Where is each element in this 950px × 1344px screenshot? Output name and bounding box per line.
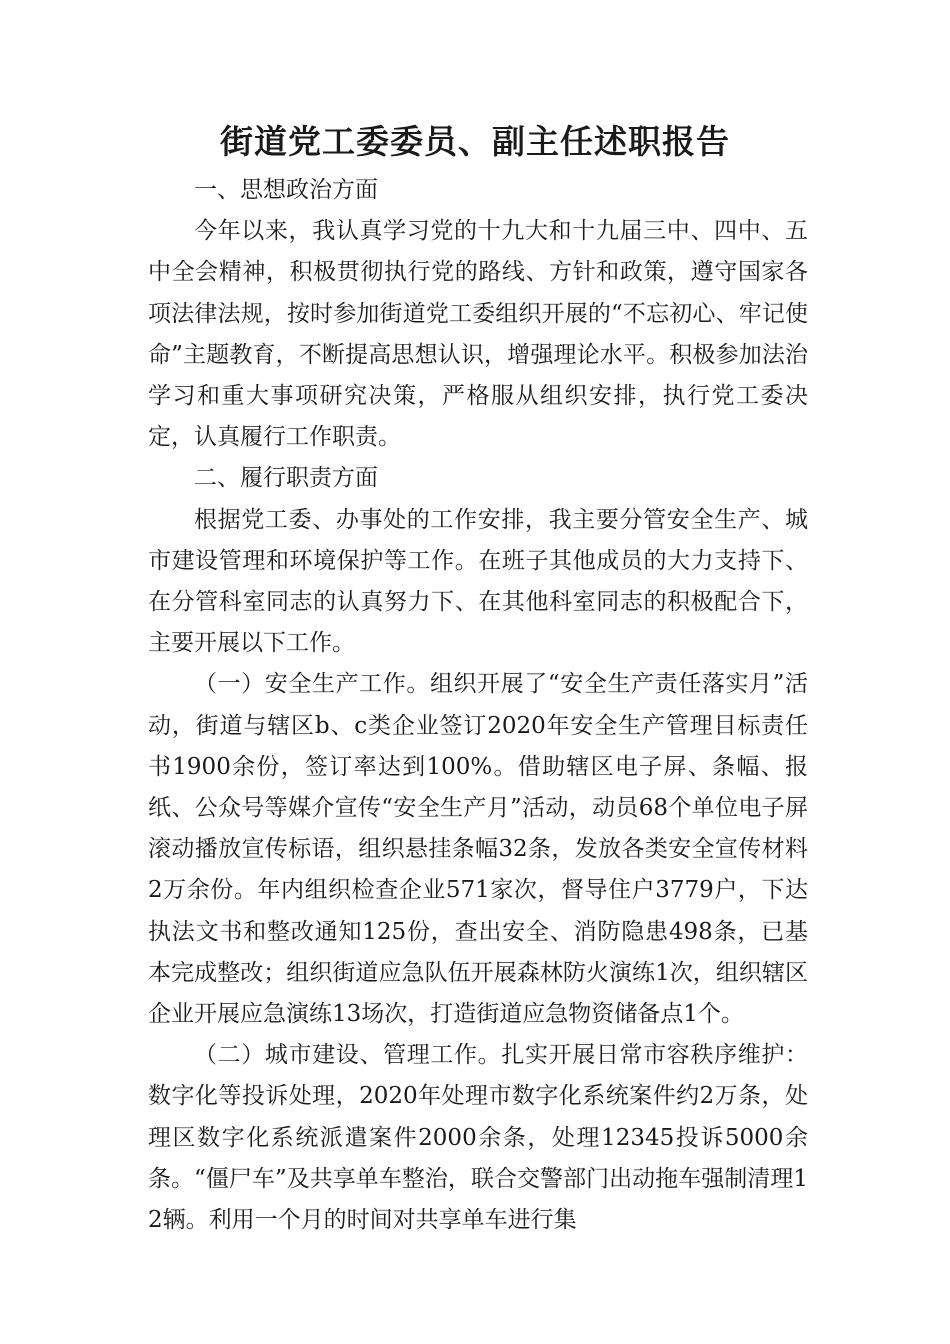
body-paragraph: （一）安全生产工作。组织开展了“安全生产责任落实月”活动，街道与辖区b、c类企业签订2020年安全生产管理目标责任书1900余份，签订率达到100%。借助辖区电子屏、条幅、报纸、公众号等媒介宣传“安全生产月”活动，动员68个单位电子屏滚动播放宣传标语，组织悬挂条幅32条，发放各类安全宣传材料2万余份。年内组织检查企业571家次，督导住户3779户，下达执法文书和整改通知125份，查出安全、消防隐患498条，已基本完成整改；组织街道应急队伍开展森林防火演练1次，组织辖区企业开展应急演练13场次，打造街道应急物资储备点1个。 xyxy=(148,671,808,1028)
body-paragraph: 根据党工委、办事处的工作安排，我主要分管安全生产、城市建设管理和环境保护等工作。在班子其他成员的大力支持下、在分管科室同志的认真努力下、在其他科室同志的积极配合下，主要开展以下工作。 xyxy=(148,506,808,657)
document-title: 街道党工委委员、副主任述职报告 xyxy=(220,122,730,161)
body-paragraph: （二）城市建设、管理工作。扎实开展日常市容秩序维护：数字化等投诉处理，2020年处理市数字化系统案件约2万条，处理区数字化系统派遣案件2000余条，处理12345投诉5000余条。“僵尸车”及共享单车整治，联合交警部门出动拖车强制清理12辆。利用一个月的时间对共享单车进行集 xyxy=(148,1042,808,1234)
body-paragraph: 今年以来，我认真学习党的十九大和十九届三中、四中、五中全会精神，积极贯彻执行党的路线、方针和政策，遵守国家各项法律法规，按时参加街道党工委组织开展的“不忘初心、牢记使命”主题教育，不断提高思想认识，增强理论水平。积极参加法治学习和重大事项研究决策，严格服从组织安排，执行党工委决定，认真履行工作职责。 xyxy=(148,218,808,451)
document-body xyxy=(148,170,808,1241)
section-heading: 一、思想政治方面 xyxy=(194,177,378,203)
section-heading: 二、履行职责方面 xyxy=(194,465,378,492)
